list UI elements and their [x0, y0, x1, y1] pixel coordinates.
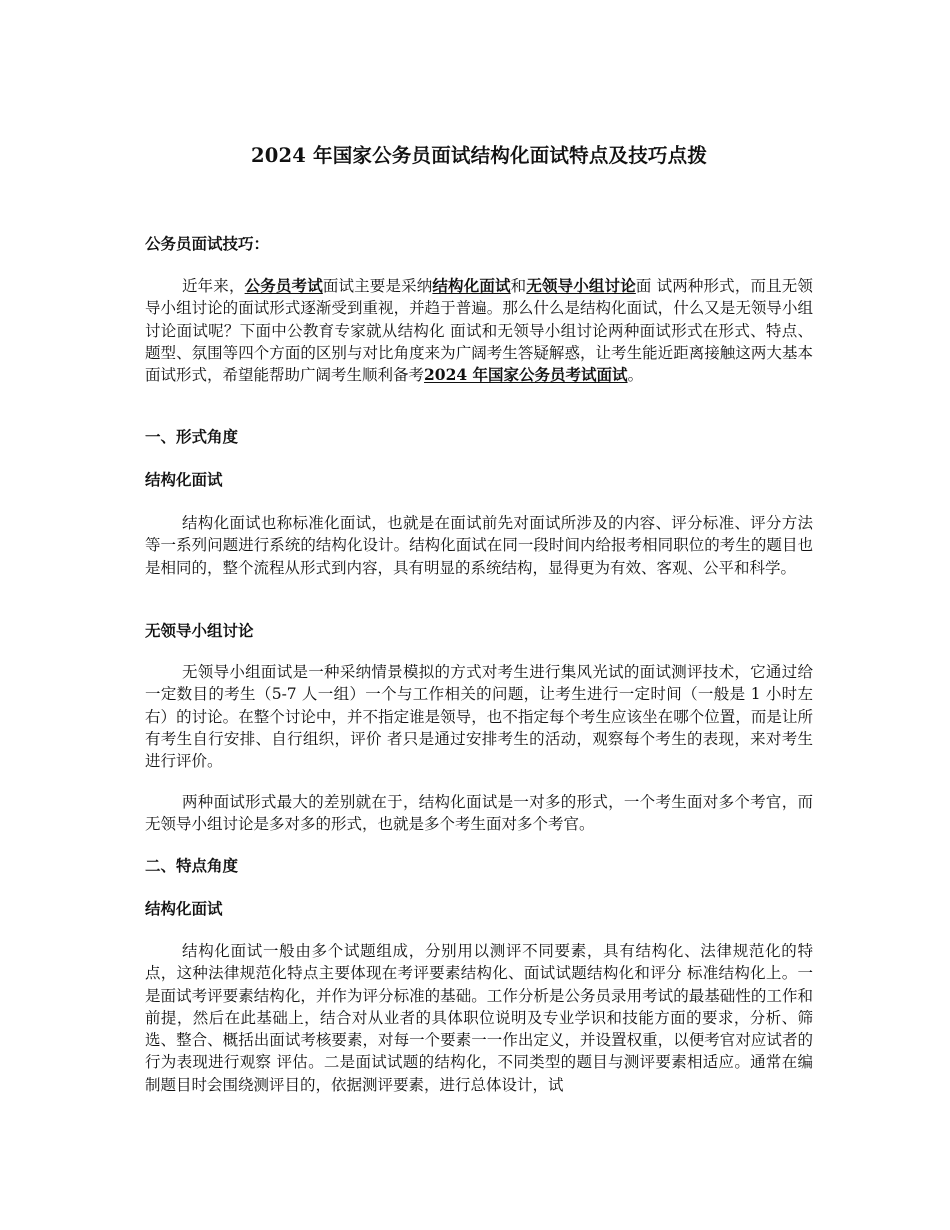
- link-leaderless-group-discussion[interactable]: 无领导小组讨论: [526, 276, 636, 295]
- section1-leaderless-heading: 无领导小组讨论: [145, 621, 254, 640]
- section1-structured-paragraph: 结构化面试也称标准化面试，也就是在面试前先对面试所涉及的内容、评分标准、评分方法等一系列问题进行系统的结构化设计。结构化面试在同一段时间内给报考相同职位的考生的题目也是相同的，整个流程从形式到内容，具有明显的系统结构，显得更为有效、客观、公平和科学。: [145, 514, 813, 577]
- document-page: [145, 0, 813, 1230]
- document-title: 2024 年国家公务员面试结构化面试特点及技巧点拨: [250, 144, 708, 167]
- section2-structured-heading: 结构化面试: [145, 899, 223, 918]
- intro-paragraph: [145, 275, 813, 386]
- section1-difference-paragraph: 两种面试形式最大的差别就在于，结构化面试是一对多的形式，一个考生面对多个考官，而无领导小组讨论是多对多的形式，也就是多个考生面对多个考官。: [145, 793, 813, 834]
- section1-structured-heading: 结构化面试: [145, 470, 223, 489]
- section2-structured-paragraph: 结构化面试一般由多个试题组成，分别用以测评不同要素，具有结构化、法律规范化的特点，这种法律规范化特点主要体现在考评要素结构化、面试试题结构化和评分 标准结构化上。一是面试考评要素结构化，并作为评分标准的基础。工作分析是公务员录用考试的最基础性的工作和前提，然后在此基础上，结合对从业者的具体职位说明及专业学识和技能方面的要求，分析、筛选、整合、概括出面试考核要素，对每一个要素一一作出定义，并设置权重，以便考官对应试者的行为表现进行观察 评估。二是面试试题的结构化，不同类型的题目与测评要素相适应。通常在编制题目时会围绕测评目的，依据测评要素，进行总体设计，试: [145, 942, 813, 1094]
- intro-text-1: 近年来，: [182, 277, 245, 295]
- link-structured-interview[interactable]: 结构化面试: [432, 276, 511, 295]
- link-2024-national-exam-interview[interactable]: 2024 年国家公务员考试面试: [424, 365, 628, 385]
- intro-text-5: 。: [627, 366, 644, 385]
- intro-text-2: 面试主要是采纳: [322, 277, 433, 295]
- intro-text-4: 面 试两种形式，而且无领导小组讨论的面试形式逐渐受到重视，并趋于普遍。那么什么是结构化面试，什么又是无领导小组讨论面试呢？下面中公教育专家就从结构化 面试和无领导小组讨论两种面试形式在形式、特点、题型、氛围等四个方面的区别与对比角度来为广阔考生答疑解惑，让考生能近距离接触这两大基本面试形式，希望能帮助广阔考生顺利备考: [145, 277, 813, 385]
- section2-heading: 二、特点角度: [145, 856, 239, 875]
- intro-heading: 公务员面试技巧：: [145, 234, 270, 253]
- intro-text-3: 和: [510, 277, 527, 295]
- section1-leaderless-paragraph: 无领导小组面试是一种采纳情景模拟的方式对考生进行集风光试的面试测评技术，它通过给一定数目的考生（5-7 人一组）一个与工作相关的问题，让考生进行一定时间（一般是 1 小时左右）的讨论。在整个讨论中，并不指定谁是领导，也不指定每个考生应该坐在哪个位置，而是让所有考生自行安排、自行组织，评价 者只是通过安排考生的活动，观察每个考生的表现，来对考生进行评价。: [145, 663, 813, 771]
- section1-heading: 一、形式角度: [145, 427, 239, 446]
- link-civil-service-exam[interactable]: 公务员考试: [244, 276, 323, 295]
